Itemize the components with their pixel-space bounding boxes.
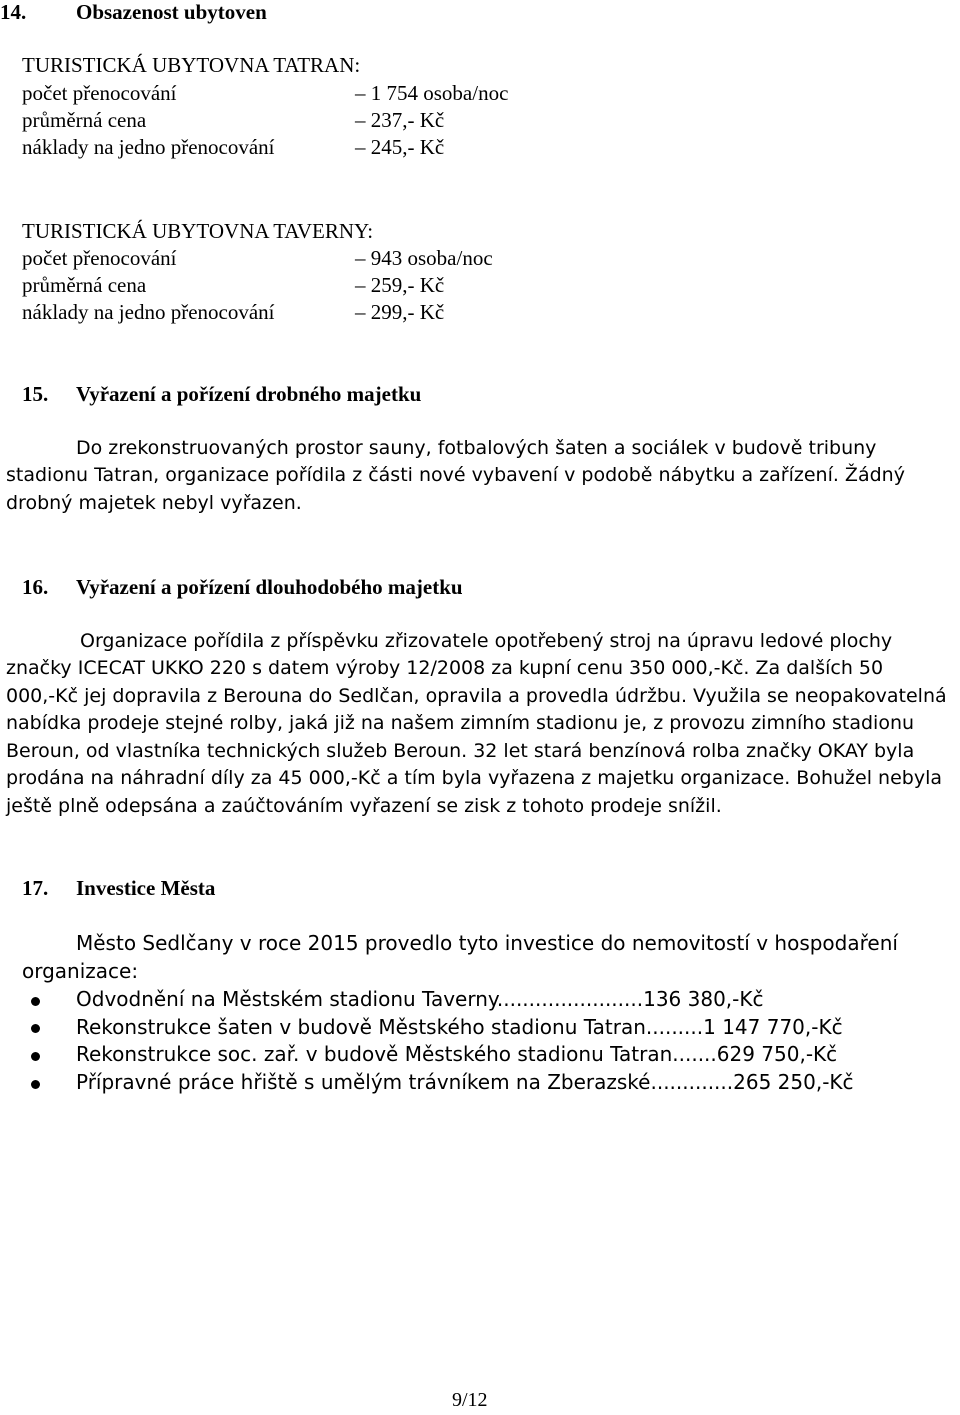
bullet-icon: [31, 1024, 40, 1033]
taverny-row-label: náklady na jedno přenocování: [22, 300, 275, 324]
tatran-row-value: – 1 754 osoba/noc: [355, 81, 509, 105]
section-17-intro-line: organizace:: [22, 959, 139, 983]
section-14-number: 14.: [0, 0, 27, 24]
section-16-paragraph-line: nabídka prodeje stejné rolby, jaká již na našem zimním stadionu je, z provozu zimního stadionu: [6, 712, 915, 734]
section-16-paragraph-line: Organizace pořídila z příspěvku zřizovatele opotřebený stroj na úpravu ledové plochy: [80, 630, 893, 652]
section-15-paragraph-line: stadionu Tatran, organizace pořídila z části nové vybavení v podobě nábytku a zařízení. Žádný: [6, 464, 905, 486]
section-15-paragraph-line: drobný majetek nebyl vyřazen.: [6, 492, 302, 514]
taverny-row-label: průměrná cena: [22, 273, 147, 297]
tatran-row-label: počet přenocování: [22, 81, 177, 105]
page-number: 9/12: [452, 1389, 488, 1411]
section-16-number: 16.: [22, 575, 49, 599]
section-16-paragraph-line: značky ICECAT UKKO 220 s datem výroby 12/2008 za kupní cenu 350 000,-Kč. Za dalších 50: [6, 657, 884, 679]
section-15-number: 15.: [22, 382, 49, 406]
section-14-title: Obsazenost ubytoven: [76, 0, 267, 24]
taverny-row-value: – 943 osoba/noc: [355, 246, 493, 270]
taverny-row-value: – 259,- Kč: [355, 273, 445, 297]
taverny-heading: TURISTICKÁ UBYTOVNA TAVERNY:: [22, 219, 374, 243]
investment-item: Rekonstrukce šaten v budově Městského stadionu Tatran.........1 147 770,-Kč: [76, 1015, 843, 1039]
investment-item: Odvodnění na Městském stadionu Taverny.......................136 380,-Kč: [76, 987, 764, 1011]
taverny-row-label: počet přenocování: [22, 246, 177, 270]
section-16-paragraph-line: prodána na náhradní díly za 45 000,-Kč a tím byla vyřazena z majetku organizace. Bohužel nebyla: [6, 767, 942, 789]
section-15-paragraph-line: Do zrekonstruovaných prostor sauny, fotbalových šaten a sociálek v budově tribuny: [76, 437, 877, 459]
bullet-icon: [31, 1080, 40, 1089]
section-17-number: 17.: [22, 876, 49, 900]
section-16-title: Vyřazení a pořízení dlouhodobého majetku: [76, 575, 463, 599]
section-16-paragraph-line: Beroun, od vlastníka technických služeb Beroun. 32 let stará benzínová rolba značky OKAY byla: [6, 740, 915, 762]
tatran-row-value: – 237,- Kč: [355, 108, 445, 132]
tatran-row-value: – 245,- Kč: [355, 135, 445, 159]
tatran-row-label: průměrná cena: [22, 108, 147, 132]
section-17-title: Investice Města: [76, 876, 216, 900]
tatran-row-label: náklady na jedno přenocování: [22, 135, 275, 159]
bullet-icon: [31, 1052, 40, 1061]
section-16-paragraph-line: ještě plně odepsána a zaúčtováním vyřazení se zisk z tohoto prodeje snížil.: [6, 795, 722, 817]
tatran-heading: TURISTICKÁ UBYTOVNA TATRAN:: [22, 53, 361, 77]
taverny-row-value: – 299,- Kč: [355, 300, 445, 324]
investment-item: Přípravné práce hřiště s umělým trávníkem na Zberazské.............265 250,-Kč: [76, 1070, 854, 1094]
bullet-icon: [31, 997, 40, 1006]
section-15-title: Vyřazení a pořízení drobného majetku: [76, 382, 422, 406]
section-17-intro-line: Město Sedlčany v roce 2015 provedlo tyto investice do nemovitostí v hospodaření: [76, 931, 898, 955]
investment-item: Rekonstrukce soc. zař. v budově Městského stadionu Tatran.......629 750,-Kč: [76, 1042, 838, 1066]
section-16-paragraph-line: 000,-Kč jej dopravila z Berouna do Sedlčan, opravila a provedla údržbu. Využila se neopakovatelná: [6, 685, 947, 707]
